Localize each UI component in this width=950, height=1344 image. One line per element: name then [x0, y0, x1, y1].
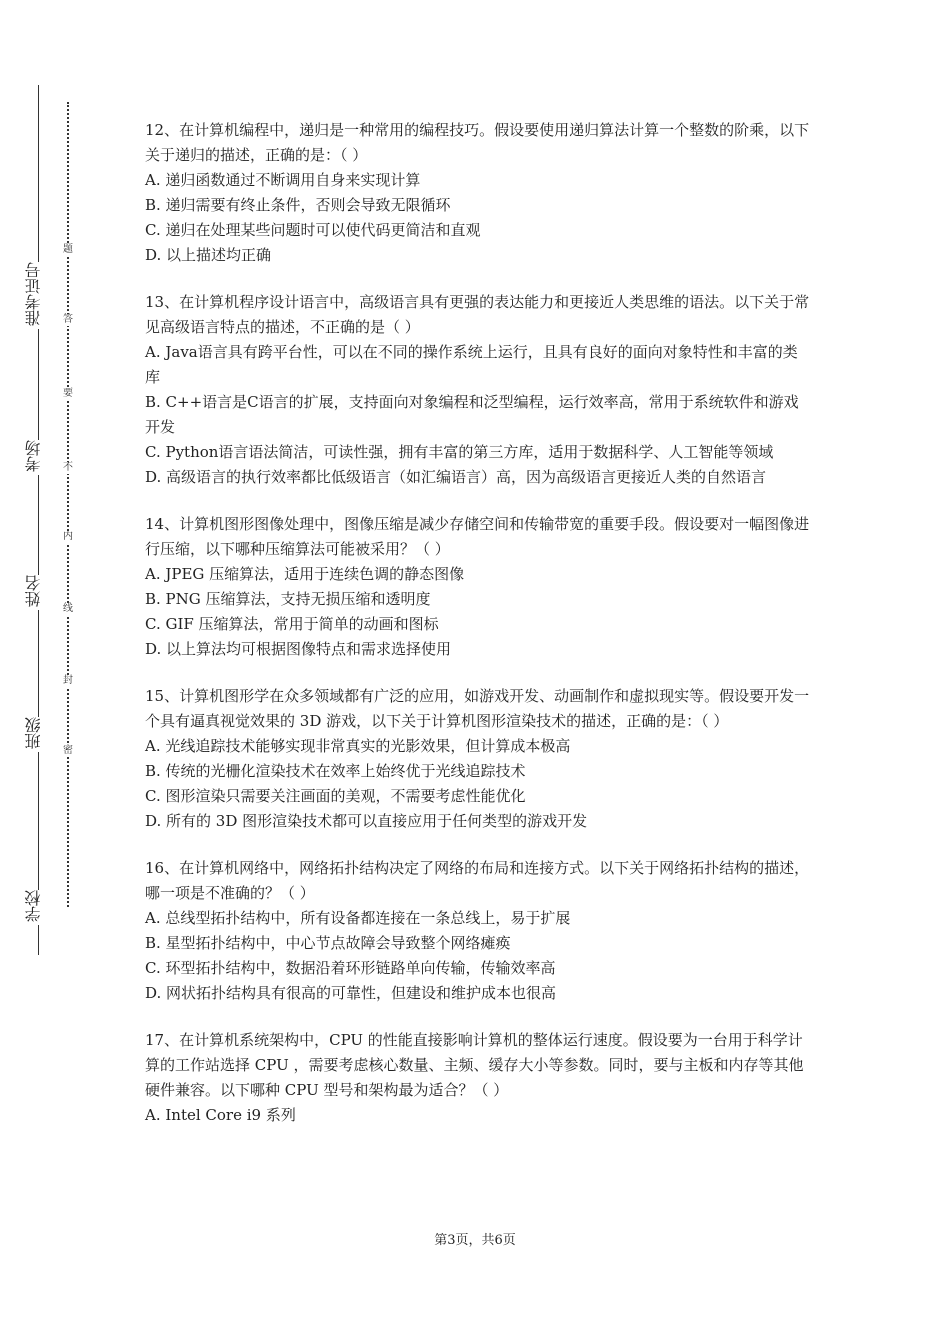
option-d: D. 所有的 3D 图形渲染技术都可以直接应用于任何类型的游戏开发	[145, 812, 588, 830]
option-a: A. 递归函数通过不断调用自身来实现计算	[145, 171, 421, 189]
option-d: D. 网状拓扑结构具有很高的可靠性，但建设和维护成本也很高	[145, 984, 557, 1002]
question-text: 16、在计算机网络中，网络拓扑结构决定了网络的布局和连接方式。以下关于网络拓扑结构的描述，哪一项是不准确的？（ ）	[145, 859, 810, 902]
page-number: 第3页，共6页	[434, 1233, 516, 1248]
option-b: B. 星型拓扑结构中，中心节点故障会导致整个网络瘫痪	[145, 934, 511, 952]
question-15	[145, 684, 810, 834]
field-school	[20, 890, 48, 925]
option-d: D. 高级语言的执行效率都比低级语言（如汇编语言）高，因为高级语言更接近人类的自然语言	[145, 468, 767, 486]
option-a: A. JPEG 压缩算法，适用于连续色调的静态图像	[145, 565, 465, 583]
question-12	[145, 118, 810, 268]
option-b: B. 传统的光栅化渲染技术在效率上始终优于光线追踪技术	[145, 762, 526, 780]
option-c: C. 递归在处理某些问题时可以使代码更简洁和直观	[145, 221, 481, 239]
question-text: 12、在计算机编程中，递归是一种常用的编程技巧。假设要使用递归算法计算一个整数的阶乘，以下关于递归的描述，正确的是：（ ）	[145, 121, 810, 164]
option-d: D. 以上描述均正确	[145, 246, 272, 264]
field-exam-id	[20, 262, 48, 329]
binding-line	[38, 85, 39, 955]
field-exam-room-label: 考场	[24, 440, 43, 472]
option-a: A. Intel Core i9 系列	[145, 1106, 296, 1124]
option-b: B. 递归需要有终止条件，否则会导致无限循环	[145, 196, 451, 214]
field-exam-id-label: 准考证号	[24, 262, 43, 326]
question-16	[145, 856, 810, 1006]
option-a: A. Java语言具有跨平台性，可以在不同的操作系统上运行，且具有良好的面向对象特性和丰富的类库	[145, 343, 798, 386]
field-exam-room	[20, 440, 48, 475]
seal-char: 要	[60, 388, 76, 400]
field-name-label: 姓名	[24, 575, 43, 607]
seal-char: 密	[60, 745, 76, 757]
question-text: 13、在计算机程序设计语言中，高级语言具有更强的表达能力和更接近人类思维的语法。以下关于常见高级语言特点的描述，不正确的是（ ）	[145, 293, 810, 336]
seal-char: 题	[60, 244, 76, 256]
question-list	[145, 118, 810, 1150]
question-text: 15、计算机图形学在众多领域都有广泛的应用，如游戏开发、动画制作和虚拟现实等。假设要开发一个具有逼真视觉效果的 3D 游戏，以下关于计算机图形渲染技术的描述，正确的是：（ ）	[145, 687, 810, 730]
option-b: B. C++语言是C语言的扩展，支持面向对象编程和泛型编程，运行效率高，常用于系统软件和游戏开发	[145, 393, 799, 436]
field-class-label: 班级	[24, 717, 43, 749]
seal-char: 线	[60, 603, 76, 615]
option-c: C. Python语言语法简洁，可读性强，拥有丰富的第三方库，适用于数据科学、人工智能等领域	[145, 443, 774, 461]
field-class	[20, 717, 48, 752]
option-d: D. 以上算法均可根据图像特点和需求选择使用	[145, 640, 452, 658]
question-14	[145, 512, 810, 662]
option-a: A. 光线追踪技术能够实现非常真实的光影效果，但计算成本极高	[145, 737, 571, 755]
field-name	[20, 575, 48, 610]
seal-char: 答	[60, 314, 76, 326]
seal-char: 封	[60, 675, 76, 687]
option-c: C. GIF 压缩算法，常用于简单的动画和图标	[145, 615, 439, 633]
question-text: 17、在计算机系统架构中，CPU 的性能直接影响计算机的整体运行速度。假设要为一台用于科学计算的工作站选择 CPU ，需要考虑核心数量、主频、缓存大小等参数。同时，要与主板和内存等其他硬件兼容。以下哪种 CPU 型号和架构最为适合？（ ）	[145, 1031, 804, 1099]
question-13	[145, 290, 810, 490]
field-school-label: 学校	[24, 890, 43, 922]
question-17	[145, 1028, 810, 1128]
question-text: 14、计算机图形图像处理中，图像压缩是减少存储空间和传输带宽的重要手段。假设要对一幅图像进行压缩，以下哪种压缩算法可能被采用？（ ）	[145, 515, 810, 558]
seal-char: 不	[60, 462, 76, 474]
seal-dotted-line	[67, 102, 69, 907]
option-b: B. PNG 压缩算法，支持无损压缩和透明度	[145, 590, 431, 608]
option-c: C. 环型拓扑结构中，数据沿着环形链路单向传输，传输效率高	[145, 959, 556, 977]
option-a: A. 总线型拓扑结构中，所有设备都连接在一条总线上，易于扩展	[145, 909, 571, 927]
option-c: C. 图形渲染只需要关注画面的美观，不需要考虑性能优化	[145, 787, 526, 805]
seal-char: 内	[60, 531, 76, 543]
